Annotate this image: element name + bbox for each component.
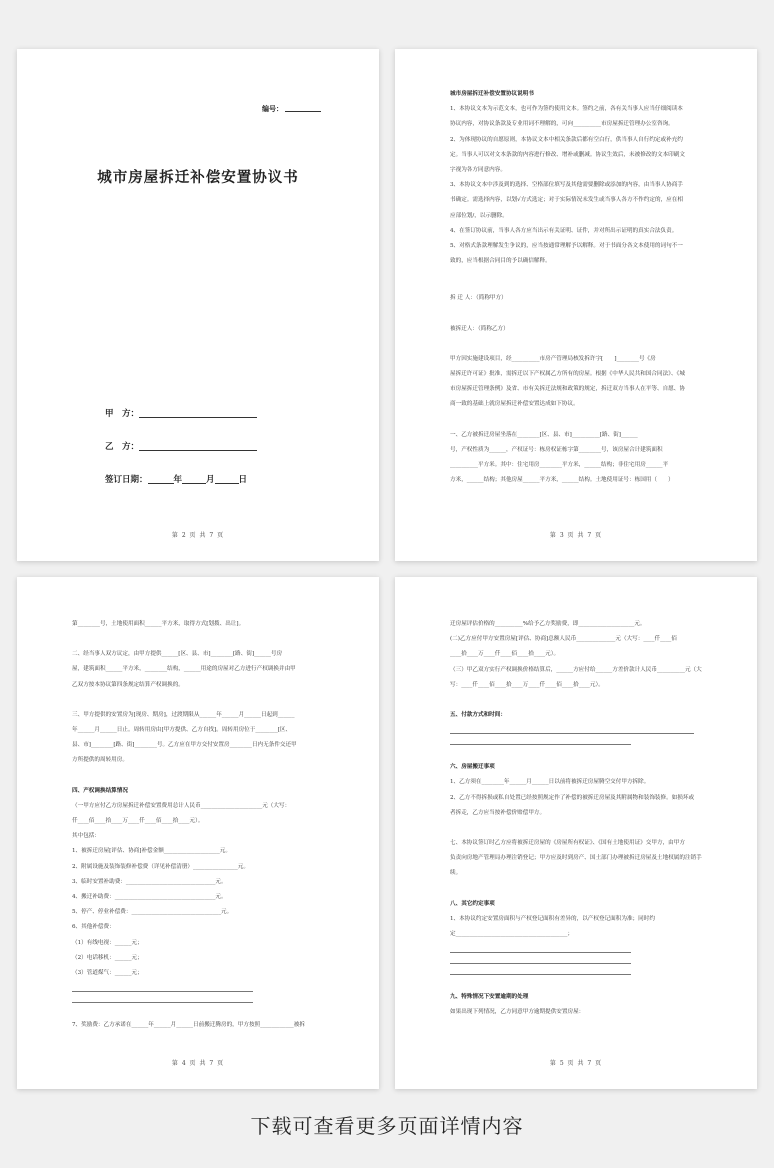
page-number: 第 3 页 共 7 页 bbox=[549, 532, 603, 539]
section-7-line: 七、本协议签订时乙方应将被拆迁房屋的《房屋所有权证》、《国有土地使用证》交甲方，由甲方 bbox=[450, 840, 685, 847]
document-number-label: 编号： bbox=[262, 104, 283, 113]
section-4-line: （2）电话移机：______元； bbox=[72, 954, 143, 961]
blank-line bbox=[72, 992, 253, 1003]
year-label: 年 bbox=[173, 475, 183, 485]
instruction-line: 3、本协议文本中涉及到的选择、空格部位填写及其他需要删除或添加的内容，由当事人协商手 bbox=[450, 182, 683, 189]
section-8-title: 八、其它约定事项 bbox=[450, 900, 495, 907]
section-3-line: 县、市]________[路、街]________号。乙方应在甲方交付安置房________日内无条件交还甲 bbox=[72, 742, 297, 749]
preamble-line: 商一致的基础上就房屋拆迁补偿安置达成如下协议。 bbox=[450, 401, 579, 408]
instruction-line: 应部位划/，以示删除。 bbox=[450, 212, 508, 219]
section-3-line: 年______月______日止。周转用房由[甲方提供、乙方自找]。周转用房位于________[区、 bbox=[72, 727, 292, 734]
page-number: 第 4 页 共 7 页 bbox=[171, 1060, 225, 1067]
section-6-line: 者拆走，乙方应当按补偿价赔偿甲方。 bbox=[450, 809, 546, 816]
section-6-line: 1、乙方须在________年______月______日以前将被拆迁房屋腾空交付甲方拆除。 bbox=[450, 779, 650, 786]
section-4-line: 1、被拆迁房屋[评估、协商]补偿金额____________________元。 bbox=[72, 848, 231, 855]
download-caption: 下载可查看更多页面详情内容 bbox=[250, 1114, 524, 1138]
party-a-label: 甲 方： bbox=[105, 409, 140, 419]
party-b-blank bbox=[139, 450, 257, 451]
section-7-line: 负责向房地产管理局办理注销登记；甲方应及时到房产、国土部门办理被拆迁房屋及土地权属的注销手续。 bbox=[450, 855, 702, 877]
section-8-line: 定________________________________________； bbox=[450, 931, 574, 938]
instruction-line: 字视为各方同意内容。 bbox=[450, 167, 506, 174]
demolisher-label: 拆 迁 人：（简称甲方） bbox=[450, 295, 507, 302]
section-4-line: 其中包括： bbox=[72, 833, 100, 840]
month-label: 月 bbox=[206, 475, 215, 485]
land-use-line: 第________号，土地使用面积______平方米，取得方式[划拨、出让]。 bbox=[72, 621, 245, 627]
instruction-line: 定。当事人可以对文本条款的内容进行修改、增补或删减。协议生效后，未被修改的文本印刷文 bbox=[450, 151, 685, 158]
blank-line bbox=[450, 953, 631, 964]
section-1-line: 方米，______结构；其他房屋______平方米，______结构。土地使用证号：栋国用（ ） bbox=[450, 477, 674, 484]
section-4-line: 5、停产、停业补偿费：________________________________元。 bbox=[72, 909, 233, 916]
document-title: 城市房屋拆迁补偿安置协议书 bbox=[97, 169, 299, 186]
month-blank bbox=[182, 483, 206, 484]
preamble-line: 屋拆迁许可证》批准，需拆迁以下产权属乙方所有的房屋。根据《中华人民共和国合同法》、《城 bbox=[450, 371, 685, 378]
day-label: 日 bbox=[238, 475, 248, 485]
page-5-body bbox=[450, 617, 702, 1021]
section-2-line: 乙双方按本协议第四条规定结算产权调换的。 bbox=[72, 681, 184, 688]
section-4-line: 2、附属设施及装饰装修补偿费（详见补偿清册）________________元。 bbox=[72, 863, 249, 870]
blank-line bbox=[450, 964, 631, 975]
section-4-line: （一甲方应付乙方房屋拆迁补偿安置费用总计人民币______________________元（大写： bbox=[72, 802, 291, 809]
instruction-line: 书确定。需选择内容，以划√方式选定；对于实际情况未发生或当事人各方不作约定的，应在相 bbox=[450, 197, 683, 204]
section-8-line: 1、本协议约定安置房面积与产权登记面积有差异的，以产权登记面积为准；同时约 bbox=[450, 915, 655, 922]
instruction-line: 协议内容，对协议条款及专业用词不理解的，可向__________市房屋拆迁管理办公室咨询。 bbox=[450, 121, 674, 128]
day-blank bbox=[215, 483, 239, 484]
party-b-label: 乙 方： bbox=[105, 442, 140, 452]
section-6-title: 六、房屋搬迁事项 bbox=[450, 764, 495, 771]
section-4-line: （1）有线电视：______元； bbox=[72, 939, 143, 946]
agreement-page-4 bbox=[17, 577, 379, 1089]
instructions-title: 城市房屋拆迁补偿安置协议说明书 bbox=[450, 91, 534, 97]
party-a-row bbox=[105, 407, 257, 419]
blank-line bbox=[450, 942, 631, 953]
section-2-line: 二、经当事人双方议定，由甲方提供______[区、县、市]________[路、街]______号房 bbox=[72, 651, 283, 658]
section-4-line: 仟____佰____拾____万____仟____佰____拾____元）。 bbox=[72, 818, 204, 825]
payment-line: (二)乙方应付甲方安置房屋[评估、协商]总额人民币______________元（大写：____仟____佰 bbox=[450, 636, 677, 643]
section-4-line: 3、临时安置补助费：________________________________元。 bbox=[72, 878, 227, 885]
payment-line: （三）甲乙双方实行产权调换价格结算后，______方应付给______方差价款计人民币__________元（大 bbox=[450, 666, 702, 673]
blank-line bbox=[450, 734, 631, 745]
section-3-line: 三、甲方提供的安置房为[现房、期房]，过渡期限从______年______月______日起到______ bbox=[72, 711, 295, 718]
page-number: 第 5 页 共 7 页 bbox=[549, 1060, 603, 1067]
instructions-page bbox=[395, 49, 757, 561]
section-4-line: 4、搬迁补助费：____________________________________元。 bbox=[72, 894, 227, 901]
section-4-title: 四、产权调换结算情况 bbox=[72, 787, 128, 794]
document-number-blank bbox=[285, 111, 321, 112]
section-4-line: （3）管道煤气：______元； bbox=[72, 970, 143, 977]
page-4-body bbox=[72, 617, 324, 1033]
section-1-line: __________平方米。其中：住宅用房________平方米，______结构；非住宅用房______平 bbox=[450, 462, 669, 469]
blank-line bbox=[450, 723, 694, 734]
instruction-line: 2、为体现协议的自愿原则，本协议文本中相关条款后都有空白行，供当事人自行约定或补充约 bbox=[450, 136, 683, 143]
section-3-line: 方所提供的周转用房。 bbox=[72, 757, 128, 764]
section-1-line: 号，产权性质为______，产权证号：栋房权证栋字第________号，该房屋合计建筑面积 bbox=[450, 446, 663, 453]
section-9-line: 如果出现下列情况，乙方同意甲方逾期提供安置房屋： bbox=[450, 1009, 585, 1016]
instructions-body bbox=[450, 87, 702, 488]
payment-line: 迁房屋评估价格的__________%给予乙方奖励费，即____________________元。 bbox=[450, 621, 646, 627]
page-number: 第 2 页 共 7 页 bbox=[171, 532, 225, 539]
sign-date-row bbox=[105, 473, 247, 485]
cover-page bbox=[17, 49, 379, 561]
section-4-reward-line: 7、奖励费：乙方承诺在______年______月______日前搬迁腾房的，甲方按照____________被拆 bbox=[72, 1022, 305, 1029]
section-1-line: 一、乙方被拆迁房屋坐落在________[区、县、市]__________[路、街]______ bbox=[450, 431, 638, 438]
section-9-title: 九、特殊情况下安置逾期的处理 bbox=[450, 994, 529, 1001]
payment-line: 写：____仟____佰____拾____万____仟____佰____拾____元）。 bbox=[450, 681, 604, 688]
document-number bbox=[262, 104, 321, 114]
year-blank bbox=[148, 483, 174, 484]
instruction-line: 5、对格式条款理解发生争议的，应当按通常理解予以解释。对于书面分各文本使用的词句不一 bbox=[450, 243, 683, 250]
demolished-label: 被拆迁人：（简称乙方） bbox=[450, 325, 509, 332]
instruction-line: 4、在签订协议前，当事人各方应当出示有关证明、证件，并对所出示证明的真实合法负责。 bbox=[450, 227, 678, 234]
party-b-row bbox=[105, 440, 257, 452]
preamble-line: 甲方因实施建设项目，经__________市房产管理局核发拆许字[ ]________号《房 bbox=[450, 355, 656, 362]
section-5-title: 五、付款方式和时间： bbox=[450, 712, 506, 719]
instruction-line: 致的，应当根据合同目的予以确信解释。 bbox=[450, 258, 551, 265]
sign-date-label: 签订日期： bbox=[105, 475, 148, 485]
party-a-blank bbox=[139, 417, 257, 418]
section-6-line: 2、乙方不得拆损或私自处置已经按照规定作了补偿的被拆迁房屋及其附属物和装饰装修。如损坏或 bbox=[450, 794, 695, 801]
section-4-line: 6、其他补偿费： bbox=[72, 924, 115, 931]
section-2-line: 屋，建筑面积______平方米，________结构，______用途的房屋对乙方进行产权调换并由甲 bbox=[72, 666, 296, 673]
agreement-page-5 bbox=[395, 577, 757, 1089]
preamble-line: 市房屋拆迁管理条例》及省、市有关拆迁法规和政策的规定，拆迁双方当事人在平等、自愿、协 bbox=[450, 386, 685, 393]
payment-line: ____拾____万____仟____佰____拾____元）。 bbox=[450, 651, 560, 658]
blank-line bbox=[72, 981, 253, 992]
instruction-line: 1、本协议文本为示范文本，也可作为签约使用文本。签约之前，各有关当事人应当仔细阅读本 bbox=[450, 106, 683, 113]
